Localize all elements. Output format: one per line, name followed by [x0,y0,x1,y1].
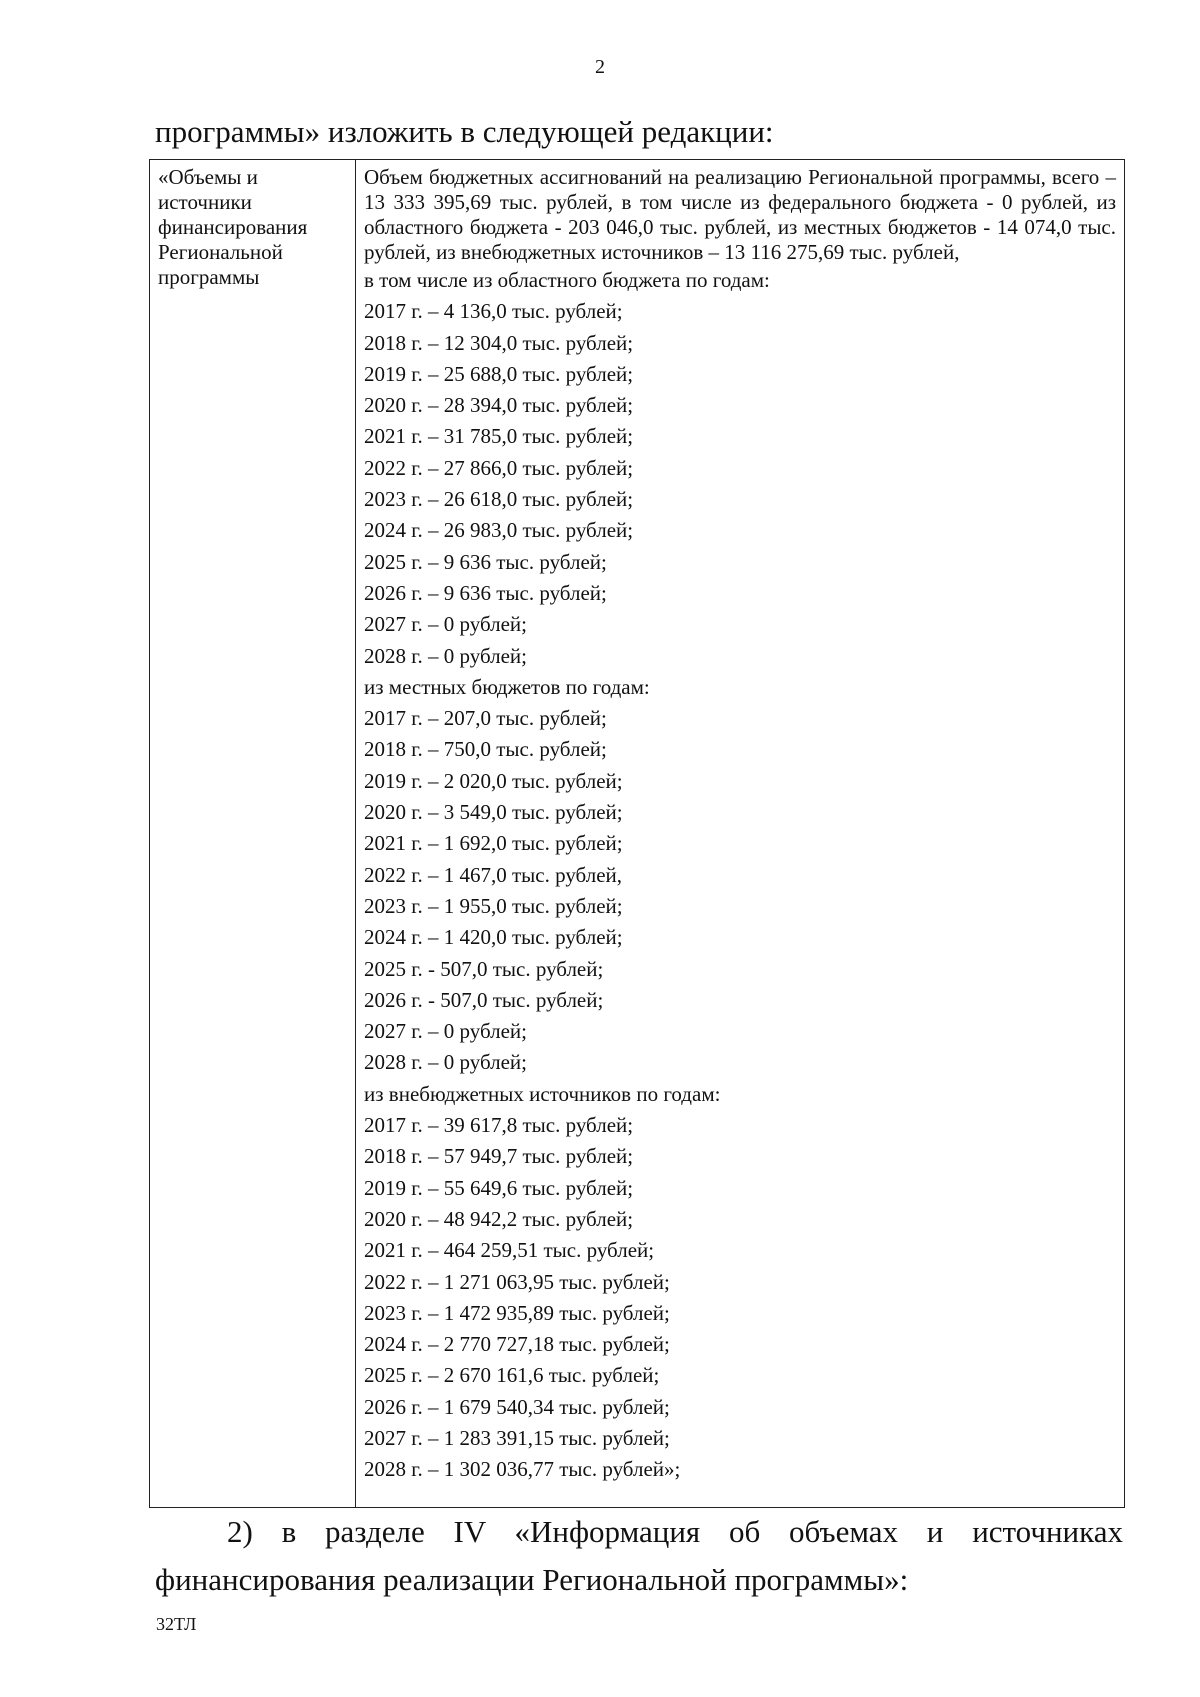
financing-line: 2023 г. – 1 472 935,89 тыс. рублей; [364,1300,670,1325]
financing-line: 2017 г. – 4 136,0 тыс. рублей; [364,299,623,324]
financing-line: 2024 г. – 26 983,0 тыс. рублей; [364,518,634,543]
financing-line: 2027 г. – 0 рублей; [364,1019,527,1044]
financing-line: 2027 г. – 0 рублей; [364,612,527,637]
financing-line: 2019 г. – 55 649,6 тыс. рублей; [364,1175,634,1200]
financing-line: 2019 г. – 2 020,0 тыс. рублей; [364,768,623,793]
financing-line: 2022 г. – 27 866,0 тыс. рублей; [364,455,634,480]
table-label-cell: «Объемы и источники финансирования Региональной программы [150,160,356,1507]
financing-line: 2020 г. – 48 942,2 тыс. рублей; [364,1206,634,1231]
financing-line: 2025 г. - 507,0 тыс. рублей; [364,956,604,981]
financing-line: 2026 г. - 507,0 тыс. рублей; [364,987,604,1012]
intro-text: программы» изложить в следующей редакции: [155,114,774,149]
financing-line: 2028 г. – 0 рублей; [364,643,527,668]
financing-line: 2022 г. – 1 467,0 тыс. рублей, [364,862,622,887]
item-2-paragraph: 2) в разделе IV «Информация об объемах и источниках [227,1514,1123,1549]
financing-line: 2023 г. – 26 618,0 тыс. рублей; [364,487,634,512]
financing-line: 2024 г. – 2 770 727,18 тыс. рублей; [364,1332,670,1357]
financing-line: 2018 г. – 12 304,0 тыс. рублей; [364,330,634,355]
financing-line: 2026 г. – 1 679 540,34 тыс. рублей; [364,1394,670,1419]
financing-line: 2017 г. – 207,0 тыс. рублей; [364,706,607,731]
financing-line: 2021 г. – 1 692,0 тыс. рублей; [364,831,623,856]
financing-line: 2021 г. – 464 259,51 тыс. рублей; [364,1238,655,1263]
financing-line: 2021 г. – 31 785,0 тыс. рублей; [364,424,634,449]
financing-line: 2028 г. – 1 302 036,77 тыс. рублей»; [364,1457,681,1482]
financing-line: 2018 г. – 57 949,7 тыс. рублей; [364,1144,634,1169]
financing-line: из местных бюджетов по годам: [364,674,650,699]
financing-line: 2018 г. – 750,0 тыс. рублей; [364,737,607,762]
financing-line: из внебюджетных источников по годам: [364,1081,721,1106]
financing-line: 2027 г. – 1 283 391,15 тыс. рублей; [364,1425,670,1450]
page-number: 2 [595,56,605,78]
financing-table [149,159,1125,1508]
item-2-paragraph-continuation: финансирования реализации Региональной программы»: [155,1562,909,1597]
financing-line: 2019 г. – 25 688,0 тыс. рублей; [364,361,634,386]
financing-line: в том числе из областного бюджета по годам: [364,268,770,292]
document-code: 32ТЛ [156,1614,197,1634]
financing-line: 2020 г. – 3 549,0 тыс. рублей; [364,800,623,825]
financing-line: 2028 г. – 0 рублей; [364,1050,527,1075]
financing-line: 2020 г. – 28 394,0 тыс. рублей; [364,393,634,418]
financing-line: 2025 г. – 9 636 тыс. рублей; [364,549,607,574]
financing-line: 2023 г. – 1 955,0 тыс. рублей; [364,893,623,918]
financing-line: 2022 г. – 1 271 063,95 тыс. рублей; [364,1269,670,1294]
financing-line: 2017 г. – 39 617,8 тыс. рублей; [364,1113,634,1138]
financing-line: 2026 г. – 9 636 тыс. рублей; [364,580,607,605]
financing-line: 2025 г. – 2 670 161,6 тыс. рублей; [364,1363,660,1388]
financing-summary: Объем бюджетных ассигнований на реализацию Региональной программы, всего – 13 333 395,69 тыс. рублей, в том числе из федерального бюджета - 0 рублей, из областного бюджета - 203 046,0 тыс. рублей, из местных бюджетов - 14 074,0 тыс. рублей, из внебюджетных источников – 13 116 275,69 тыс. рублей, [364,165,1116,264]
financing-line: 2024 г. – 1 420,0 тыс. рублей; [364,925,623,950]
table-content-cell [356,160,1124,1507]
financing-lines [364,265,1116,1486]
